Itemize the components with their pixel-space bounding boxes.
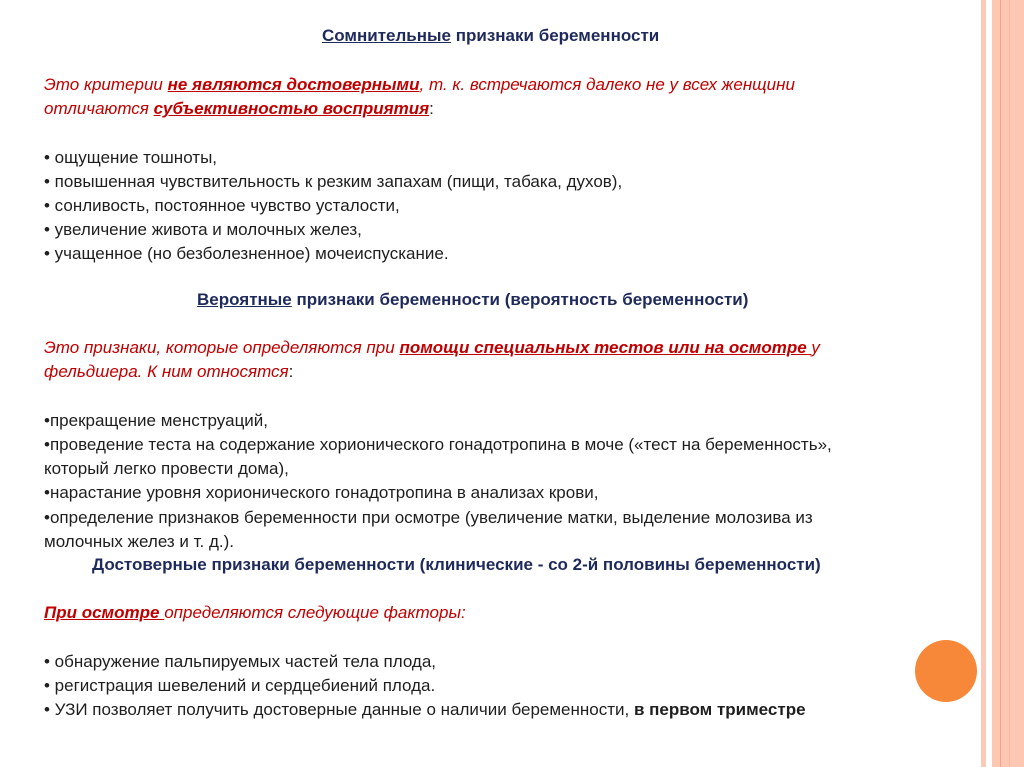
list-item: • увеличение живота и молочных желез, <box>44 220 362 239</box>
list-item: •проведение теста на содержание хорионического гонадотропина в моче («тест на беременность», <box>44 435 832 454</box>
list-item: • регистрация шевелений и сердцебиений плода. <box>44 676 436 695</box>
list-item: • повышенная чувствительность к резким запахам (пищи, табака, духов), <box>44 172 623 191</box>
decor-stripe <box>1000 0 1001 767</box>
list-item: •нарастание уровня хорионического гонадотропина в анализах крови, <box>44 483 599 502</box>
decor-stripe <box>1009 0 1010 767</box>
list-item: •прекращение менструаций, <box>44 411 269 430</box>
section1-title: Сомнительные признаки беременности <box>322 26 660 45</box>
list-item: • ощущение тошноты, <box>44 148 218 167</box>
decor-circle <box>915 640 977 702</box>
list-item: • УЗИ позволяет получить достоверные данные о наличии беременности, в первом триместре <box>44 700 806 719</box>
section1-intro: отличаются субъективностью восприятия: <box>44 99 434 118</box>
section2-intro: Это признаки, которые определяются при помощи специальных тестов или на осмотре у <box>44 338 820 357</box>
decor-stripe <box>981 0 986 767</box>
list-item: • учащенное (но безболезненное) мочеиспускание. <box>44 244 449 263</box>
section3-title: Достоверные признаки беременности (клинические - со 2-й половины беременности) <box>92 555 821 574</box>
list-item: • сонливость, постоянное чувство усталости, <box>44 196 400 215</box>
list-item: молочных желез и т. д.). <box>44 532 235 551</box>
list-item: • обнаружение пальпируемых частей тела плода, <box>44 652 437 671</box>
list-item: •определение признаков беременности при осмотре (увеличение матки, выделение молозива из <box>44 508 813 527</box>
section3-intro: При осмотре определяются следующие факторы: <box>44 603 466 622</box>
section2-title: Вероятные признаки беременности (вероятность беременности) <box>197 290 749 309</box>
section1-intro: Это критерии не являются достоверными, т. к. встречаются далеко не у всех женщини <box>44 75 795 94</box>
section2-intro: фельдшера. К ним относятся: <box>44 362 294 381</box>
list-item: который легко провести дома), <box>44 459 289 478</box>
decor-stripe <box>992 0 1024 767</box>
